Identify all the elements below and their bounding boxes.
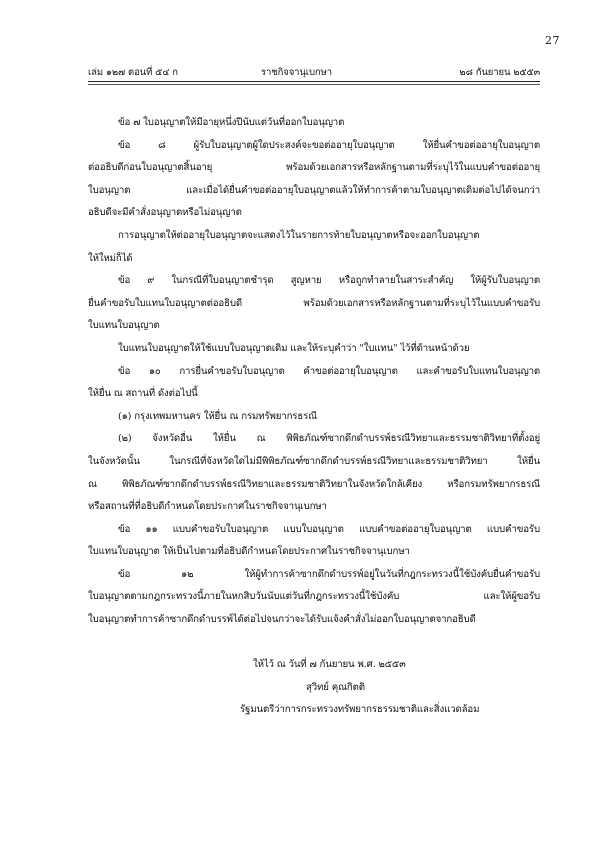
header-volume-issue: เล่ม ๑๒๗ ตอนที่ ๕๔ ก [88,67,178,78]
page-number: 27 [545,34,560,47]
clause-9-line: ยื่นคำขอรับใบแทนใบอนุญาตต่ออธิบดี พร้อมด้วยเอกสารหรือหลักฐานตามที่ระบุไว้ในแบบคำขอรับ [88,297,540,309]
header-date: ๒๘ กันยายน ๒๕๕๓ [459,67,540,78]
clause-9-line: ข้อ ๙ ในกรณีที่ใบอนุญาตชำรุด สูญหาย หรือถูกทำลายในสาระสำคัญ ให้ผู้รับใบอนุญาต [118,275,540,287]
header-rule-secondary [88,84,540,85]
clause-11-line: ข้อ ๑๑ แบบคำขอรับใบอนุญาต แบบใบอนุญาต แบบคำขอต่ออายุใบอนุญาต แบบคำขอรับ [118,523,540,535]
signatory-title: รัฐมนตรีว่าการกระทรวงทรัพยากรธรรมชาติและสิ่งแวดล้อม [240,704,480,716]
clause-10-item-1: (๑) กรุงเทพมหานคร ให้ยื่น ณ กรมทรัพยากรธรณี [118,410,317,422]
clause-10-item-2-line: หรือสถานที่ที่อธิบดีกำหนดโดยประกาศในราชกิจจานุเบกษา [88,501,327,513]
clause-12-line: ใบอนุญาตตามกฎกระทรวงนี้ภายในหกสิบวันนับแต่วันที่กฎกระทรวงนี้ใช้บังคับ และให้ผู้ขอรับ [88,591,540,603]
clause-11-line: ใบแทนใบอนุญาต ให้เป็นไปตามที่อธิบดีกำหนดโดยประกาศในราชกิจจานุเบกษา [88,546,410,558]
clause-8-line: อธิบดีจะมีคำสั่งอนุญาตหรือไม่อนุญาต [88,207,242,219]
signatory-name: สุวิทย์ คุณกิตติ [306,681,365,693]
gazette-header [88,65,540,79]
clause-8-line: ต่ออธิบดีก่อนใบอนุญาตสิ้นอายุ พร้อมด้วยเอกสารหรือหลักฐานตามที่ระบุไว้ในแบบคำขอต่ออายุ [88,162,540,174]
clause-7: ข้อ ๗ ใบอนุญาตให้มีอายุหนึ่งปีนับแต่วันที่ออกใบอนุญาต [118,117,345,128]
clause-9-line: ใบแทนใบอนุญาต [88,320,160,332]
given-date: ให้ไว้ ณ วันที่ ๗ กันยายน พ.ศ. ๒๕๕๓ [253,659,406,671]
clause-10-item-2-line: ในจังหวัดนั้น ในกรณีที่จังหวัดใดไม่มีพิพิธภัณฑ์ซากดึกดำบรรพ์ธรณีวิทยาและธรรมชาติวิทยา ให้ยื่น [88,455,540,467]
clause-12-line: ใบอนุญาตทำการค้าซากดึกดำบรรพ์ได้ต่อไปจนกว่าจะได้รับแจ้งคำสั่งไม่ออกใบอนุญาตจากอธิบดี [88,614,476,626]
header-rule [88,81,540,82]
clause-10-line: ให้ยื่น ณ สถานที่ ดังต่อไปนี้ [88,388,198,400]
clause-10-item-2-line: (๒) จังหวัดอื่น ให้ยื่น ณ พิพิธภัณฑ์ซากดึกดำบรรพ์ธรณีวิทยาและธรรมชาติวิทยาที่ตั้งอยู่ [118,433,540,445]
clause-9-para2-line: ใบแทนใบอนุญาตให้ใช้แบบใบอนุญาตเดิม และให้ระบุคำว่า "ใบแทน" ไว้ที่ด้านหน้าด้วย [118,342,470,354]
clause-10-line: ข้อ ๑๐ การยื่นคำขอรับใบอนุญาต คำขอต่ออายุใบอนุญาต และคำขอรับใบแทนใบอนุญาต [118,365,540,377]
clause-8-line: ใบอนุญาต และเมื่อได้ยื่นคำขอต่ออายุใบอนุญาตแล้วให้ทำการค้าตามใบอนุญาตเดิมต่อไปได้จนกว่า [88,184,540,196]
clause-12-line: ข้อ ๑๒ ให้ผู้ทำการค้าซากดึกดำบรรพ์อยู่ในวันที่กฎกระทรวงนี้ใช้บังคับยื่นคำขอรับ [118,568,540,580]
header-gazette-title: ราชกิจจานุเบกษา [261,67,332,78]
clause-8-line: ข้อ ๘ ผู้รับใบอนุญาตผู้ใดประสงค์จะขอต่ออายุใบอนุญาต ให้ยื่นคำขอต่ออายุใบอนุญาต [118,139,540,151]
clause-8-para2-line: การอนุญาตให้ต่ออายุใบอนุญาตจะแสดงไว้ในรายการท้ายใบอนุญาตหรือจะออกใบอนุญาต [118,229,480,241]
clause-8-para2-line: ให้ใหม่ก็ได้ [88,252,133,264]
regulation-body [88,112,540,722]
clause-10-item-2-line: ณ พิพิธภัณฑ์ซากดึกดำบรรพ์ธรณีวิทยาและธรรมชาติวิทยาในจังหวัดใกล้เคียง หรือกรมทรัพยากรธรณี [88,478,540,490]
